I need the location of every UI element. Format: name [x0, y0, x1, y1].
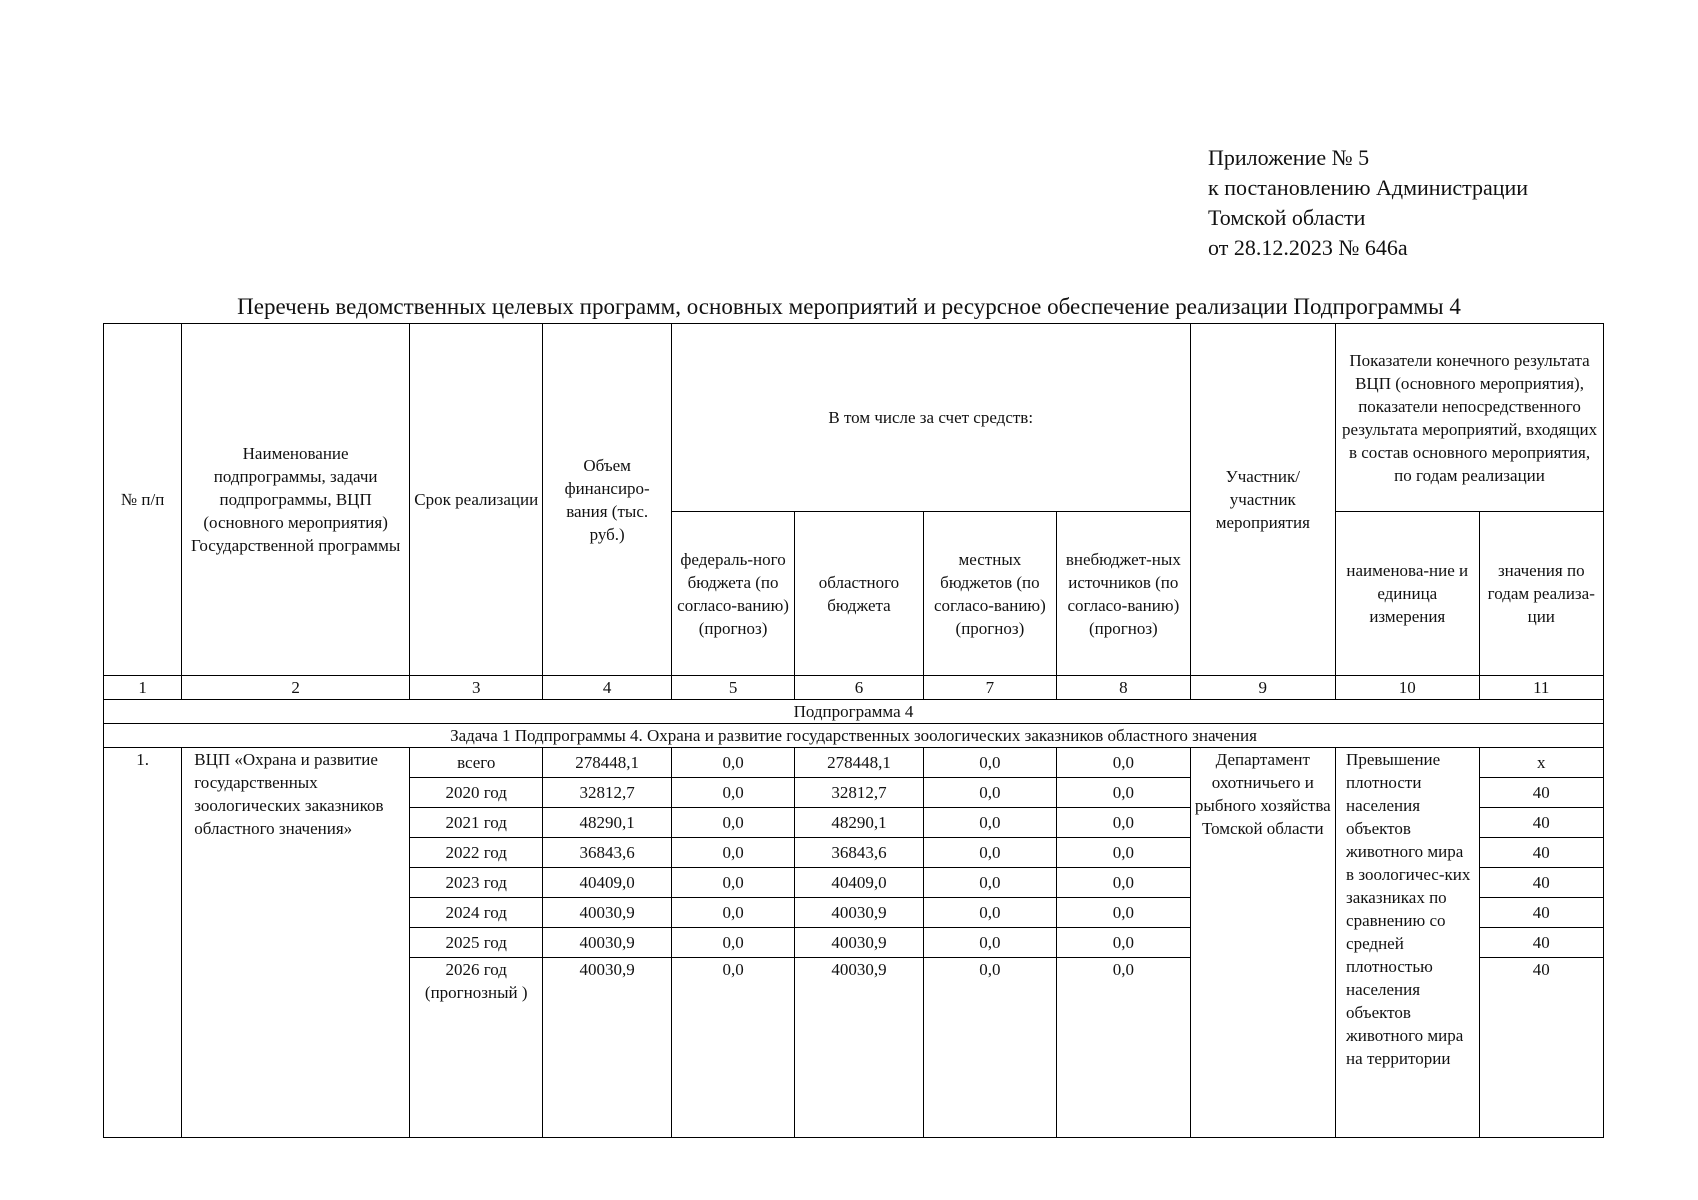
- offbudget-cell: 0,0: [1057, 808, 1190, 838]
- term-cell: 2025 год: [410, 928, 543, 958]
- offbudget-cell: 0,0: [1057, 958, 1190, 1138]
- volume-cell: 32812,7: [543, 778, 671, 808]
- volume-cell: 40030,9: [543, 898, 671, 928]
- value-cell: х: [1479, 748, 1603, 778]
- federal-cell: 0,0: [671, 868, 794, 898]
- header-volume: Объем финансиро-вания (тыс. руб.): [543, 324, 671, 676]
- term-cell: 2021 год: [410, 808, 543, 838]
- federal-cell: 0,0: [671, 808, 794, 838]
- local-cell: 0,0: [923, 868, 1056, 898]
- federal-cell: 0,0: [671, 778, 794, 808]
- offbudget-cell: 0,0: [1057, 778, 1190, 808]
- subprogram-row: Подпрограмма 4: [104, 700, 1604, 724]
- federal-cell: 0,0: [671, 928, 794, 958]
- program-table: [103, 323, 1604, 1138]
- local-cell: 0,0: [923, 778, 1056, 808]
- volume-cell: 40409,0: [543, 868, 671, 898]
- local-cell: 0,0: [923, 928, 1056, 958]
- header-indicator-values: значения по годам реализа-ции: [1479, 512, 1603, 676]
- column-number: 2: [182, 676, 410, 700]
- table-row: [104, 748, 1604, 778]
- regional-cell: 40030,9: [795, 958, 923, 1138]
- value-cell: 40: [1479, 778, 1603, 808]
- term-cell: 2024 год: [410, 898, 543, 928]
- header-num: № п/п: [104, 324, 182, 676]
- column-number: 1: [104, 676, 182, 700]
- appendix-line: Приложение № 5: [1208, 145, 1370, 170]
- column-number: 10: [1336, 676, 1479, 700]
- volume-cell: 278448,1: [543, 748, 671, 778]
- appendix-line: от 28.12.2023 № 646а: [1208, 235, 1408, 260]
- header-including: В том числе за счет средств:: [671, 324, 1190, 512]
- header-indicators: Показатели конечного результата ВЦП (основного мероприятия), показатели непосредственного результата мероприятий, входящих в состав основного мероприятия, по годам реализации: [1336, 324, 1604, 512]
- column-number: 6: [795, 676, 923, 700]
- local-cell: 0,0: [923, 748, 1056, 778]
- local-cell: 0,0: [923, 898, 1056, 928]
- term-cell: всего: [410, 748, 543, 778]
- federal-cell: 0,0: [671, 898, 794, 928]
- document-title: Перечень ведомственных целевых программ, основных мероприятий и ресурсное обеспечение реализации Подпрограммы 4: [237, 294, 1461, 319]
- value-cell: 40: [1479, 838, 1603, 868]
- header-name: Наименование подпрограммы, задачи подпрограммы, ВЦП (основного мероприятия) Государственной программы: [182, 324, 410, 676]
- header-term: Срок реализации: [410, 324, 543, 676]
- offbudget-cell: 0,0: [1057, 898, 1190, 928]
- appendix-line: Томской области: [1208, 205, 1366, 230]
- volume-cell: 40030,9: [543, 928, 671, 958]
- offbudget-cell: 0,0: [1057, 928, 1190, 958]
- column-number: 9: [1190, 676, 1335, 700]
- term-cell: 2026 год (прогнозный ): [410, 958, 543, 1138]
- item-number: 1.: [104, 748, 182, 1138]
- volume-cell: 36843,6: [543, 838, 671, 868]
- local-cell: 0,0: [923, 808, 1056, 838]
- volume-cell: 48290,1: [543, 808, 671, 838]
- value-cell: 40: [1479, 928, 1603, 958]
- federal-cell: 0,0: [671, 748, 794, 778]
- regional-cell: 40030,9: [795, 898, 923, 928]
- local-cell: 0,0: [923, 838, 1056, 868]
- regional-cell: 40030,9: [795, 928, 923, 958]
- federal-cell: 0,0: [671, 958, 794, 1138]
- offbudget-cell: 0,0: [1057, 868, 1190, 898]
- appendix-line: к постановлению Администрации: [1208, 175, 1529, 200]
- header-local: местных бюджетов (по согласо-ванию) (прогноз): [923, 512, 1056, 676]
- regional-cell: 36843,6: [795, 838, 923, 868]
- header-regional: областного бюджета: [795, 512, 923, 676]
- appendix-block: [1208, 143, 1528, 263]
- task-row: Задача 1 Подпрограммы 4. Охрана и развитие государственных зоологических заказников областного значения: [104, 724, 1604, 748]
- regional-cell: 278448,1: [795, 748, 923, 778]
- column-number: 3: [410, 676, 543, 700]
- column-number: 8: [1057, 676, 1190, 700]
- regional-cell: 48290,1: [795, 808, 923, 838]
- local-cell: 0,0: [923, 958, 1056, 1138]
- value-cell: 40: [1479, 868, 1603, 898]
- value-cell: 40: [1479, 958, 1603, 1138]
- column-number: 4: [543, 676, 671, 700]
- column-number: 5: [671, 676, 794, 700]
- participant-cell: Департамент охотничьего и рыбного хозяйства Томской области: [1190, 748, 1335, 1138]
- offbudget-cell: 0,0: [1057, 748, 1190, 778]
- header-offbudget: внебюджет-ных источников (по согласо-ванию) (прогноз): [1057, 512, 1190, 676]
- offbudget-cell: 0,0: [1057, 838, 1190, 868]
- item-name: ВЦП «Охрана и развитие государственных зоологических заказников областного значения»: [182, 748, 410, 1138]
- volume-cell: 40030,9: [543, 958, 671, 1138]
- term-cell: 2022 год: [410, 838, 543, 868]
- value-cell: 40: [1479, 898, 1603, 928]
- term-cell: 2023 год: [410, 868, 543, 898]
- header-federal: федераль-ного бюджета (по согласо-ванию) (прогноз): [671, 512, 794, 676]
- regional-cell: 32812,7: [795, 778, 923, 808]
- federal-cell: 0,0: [671, 838, 794, 868]
- column-number: 11: [1479, 676, 1603, 700]
- column-number: 7: [923, 676, 1056, 700]
- header-participant: Участник/ участник мероприятия: [1190, 324, 1335, 676]
- term-cell: 2020 год: [410, 778, 543, 808]
- header-indicator-name: наименова-ние и единица измерения: [1336, 512, 1479, 676]
- value-cell: 40: [1479, 808, 1603, 838]
- regional-cell: 40409,0: [795, 868, 923, 898]
- indicator-cell: Превышение плотности населения объектов животного мира в зоологичес-ких заказниках по сравнению со средней плотностью населения объектов животного мира на территории: [1336, 748, 1479, 1138]
